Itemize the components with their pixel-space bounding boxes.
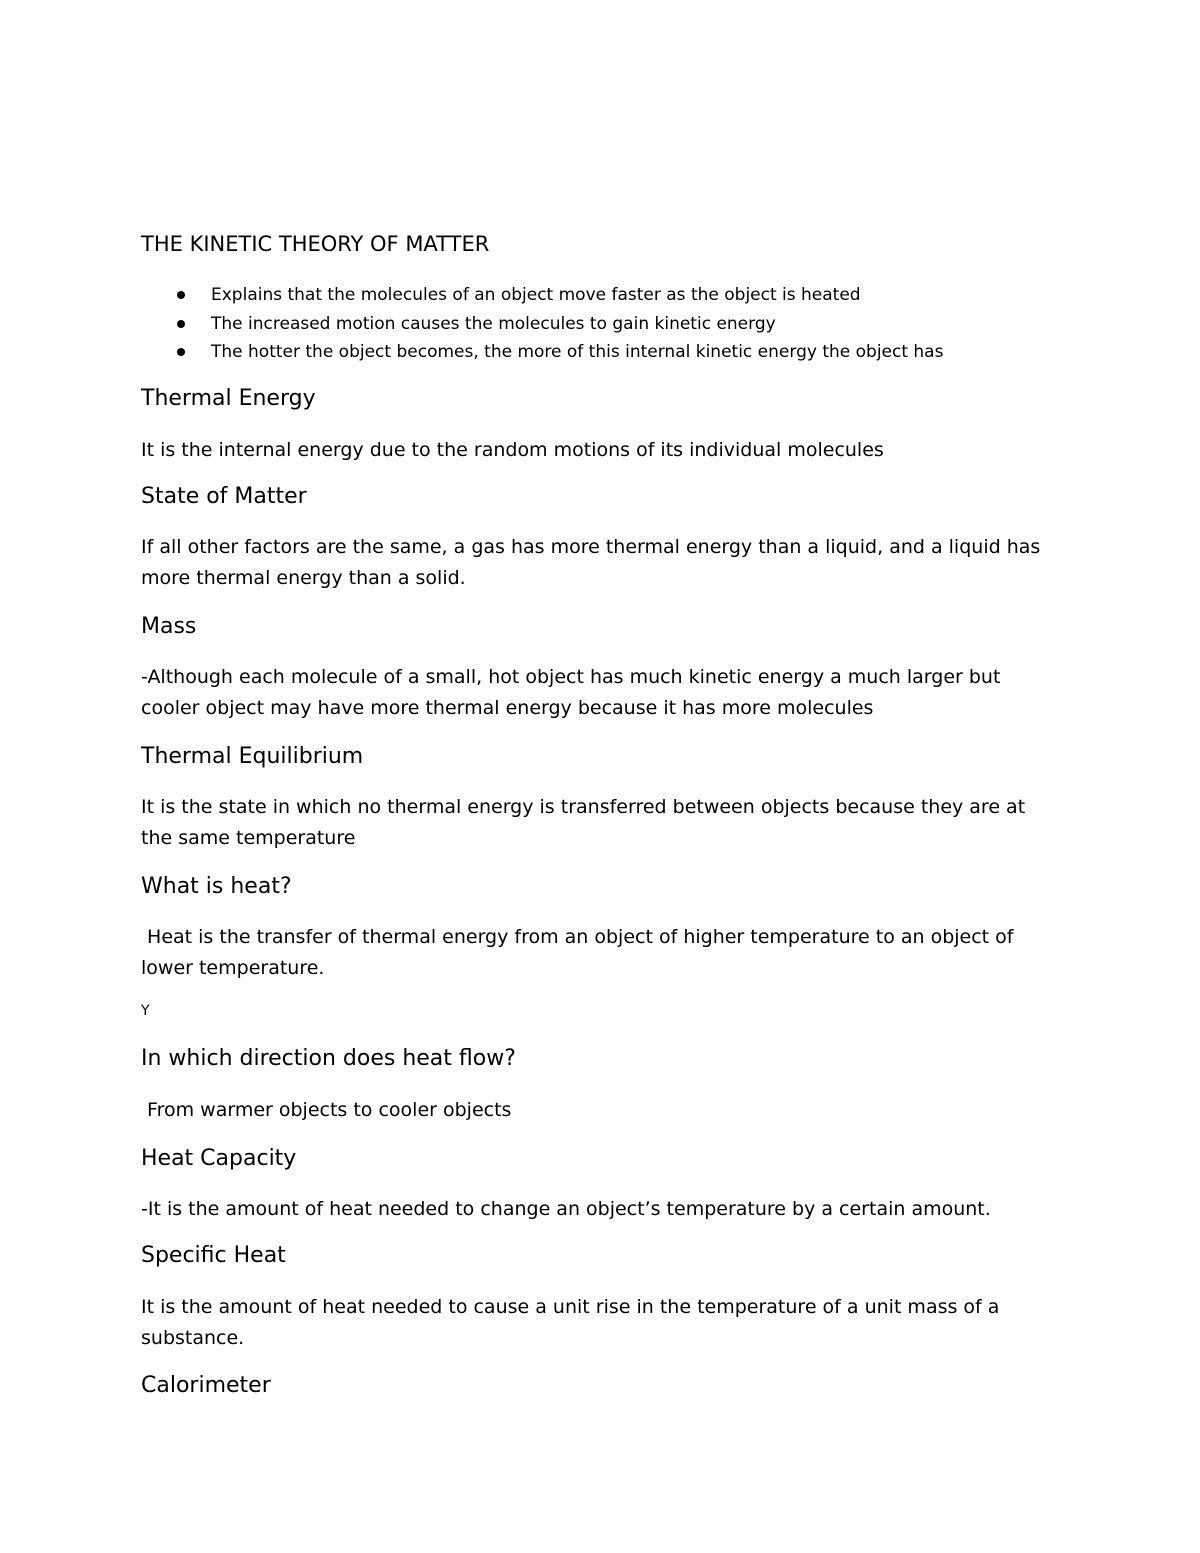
bullet-text: The increased motion causes the molecules to gain kinetic energy bbox=[211, 313, 776, 334]
bullet-item bbox=[141, 312, 943, 341]
bullet-icon bbox=[177, 320, 185, 328]
document-title: THE KINETIC THEORY OF MATTER bbox=[141, 232, 490, 256]
bullet-text: The hotter the object becomes, the more of this internal kinetic energy the object has bbox=[211, 342, 944, 362]
bullet-item bbox=[141, 340, 943, 369]
heading-thermal-energy: Thermal Energy bbox=[141, 386, 316, 411]
paragraph-specific-heat: It is the amount of heat needed to cause a unit rise in the temperature of a unit mass of a substance. bbox=[141, 1296, 1000, 1349]
bullet-icon bbox=[177, 291, 185, 299]
bullet-item bbox=[141, 283, 943, 312]
paragraph-thermal-energy: It is the internal energy due to the random motions of its individual molecules bbox=[141, 439, 884, 461]
bullet-list bbox=[141, 283, 943, 369]
heading-calorimeter: Calorimeter bbox=[141, 1373, 271, 1398]
paragraph-state-of-matter: If all other factors are the same, a gas has more thermal energy than a liquid, and a liquid has more thermal energy than a solid. bbox=[141, 536, 1041, 589]
paragraph-thermal-equilibrium: It is the state in which no thermal energy is transferred between objects because they are at the same temperature bbox=[141, 796, 1026, 849]
paragraph-what-is-heat: Heat is the transfer of thermal energy from an object of higher temperature to an object of lower temperature. bbox=[141, 926, 1020, 979]
stray-note: Y bbox=[141, 1003, 150, 1019]
heading-specific-heat: Specific Heat bbox=[141, 1243, 286, 1268]
bullet-icon bbox=[177, 348, 185, 356]
heading-heat-flow: In which direction does heat flow? bbox=[141, 1046, 516, 1071]
heading-mass: Mass bbox=[141, 614, 197, 639]
heading-heat-capacity: Heat Capacity bbox=[141, 1146, 297, 1171]
heading-what-is-heat: What is heat? bbox=[141, 874, 292, 899]
paragraph-heat-capacity: -It is the amount of heat needed to change an object’s temperature by a certain amount. bbox=[141, 1198, 991, 1220]
paragraph-heat-flow: From warmer objects to cooler objects bbox=[141, 1099, 512, 1121]
heading-thermal-equilibrium: Thermal Equilibrium bbox=[141, 744, 364, 769]
bullet-text: Explains that the molecules of an object move faster as the object is heated bbox=[211, 285, 861, 305]
heading-state-of-matter: State of Matter bbox=[141, 484, 307, 509]
paragraph-mass: -Although each molecule of a small, hot object has much kinetic energy a much larger but cooler object may have more thermal energy because it has more molecules bbox=[141, 666, 1001, 719]
